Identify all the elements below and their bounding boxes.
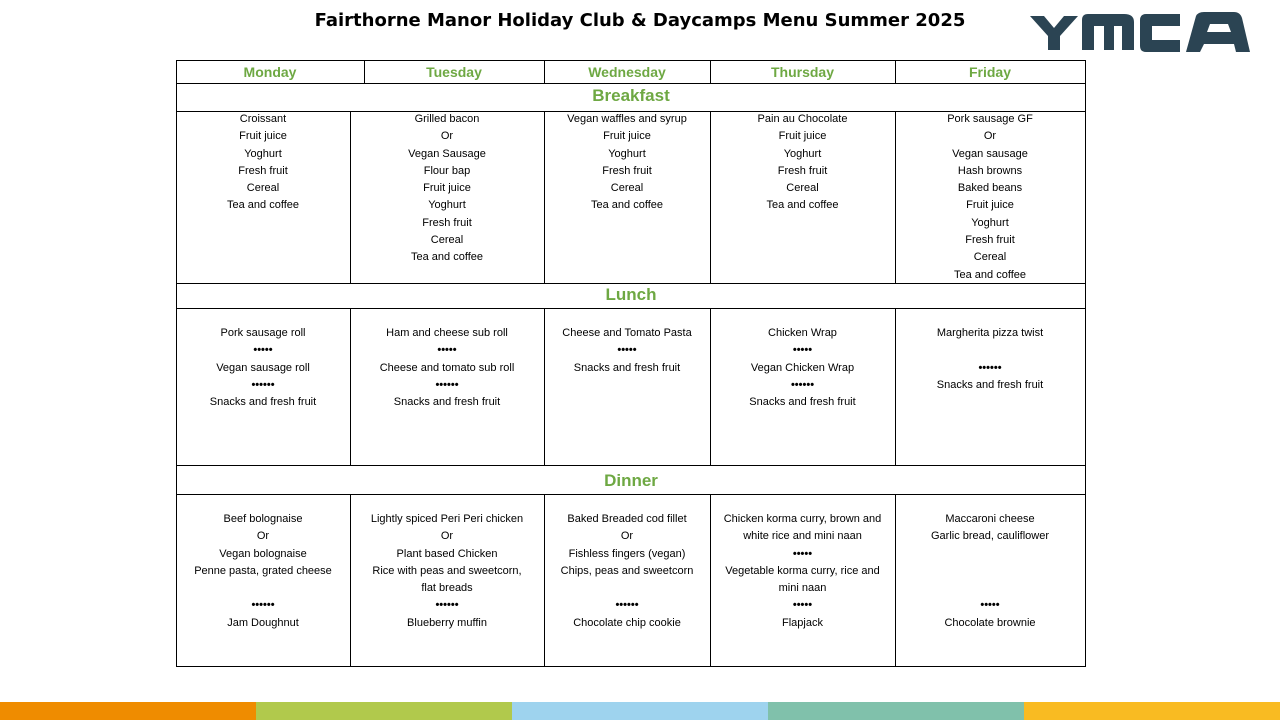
day-header-monday: Monday bbox=[243, 64, 297, 80]
menu-item: Hash browns bbox=[957, 164, 1023, 177]
menu-item: Vegan bolognaise bbox=[219, 547, 307, 560]
dinner-cell-monday bbox=[176, 511, 350, 632]
menu-item: Fishless fingers (vegan) bbox=[568, 547, 686, 560]
menu-item: Flour bap bbox=[423, 164, 471, 177]
separator-dots: ••••• bbox=[792, 547, 813, 560]
footer-stripe bbox=[256, 702, 512, 720]
menu-item: Vegan waffles and syrup bbox=[567, 113, 687, 125]
menu-item bbox=[895, 546, 1085, 563]
menu-item: Tea and coffee bbox=[954, 268, 1026, 281]
separator-dots: •••••• bbox=[435, 599, 459, 612]
breakfast-cell-tuesday bbox=[350, 111, 544, 267]
menu-item: Tea and coffee bbox=[411, 251, 483, 264]
day-header-thursday: Thursday bbox=[770, 64, 834, 80]
menu-item: Pork sausage GF bbox=[947, 113, 1033, 125]
menu-item: Plant based Chicken bbox=[396, 547, 498, 560]
menu-item: Yoghurt bbox=[783, 147, 822, 160]
menu-item: Or bbox=[440, 130, 454, 143]
menu-item: Chocolate brownie bbox=[944, 616, 1036, 629]
table-divider bbox=[176, 83, 1086, 84]
menu-item: Cereal bbox=[786, 182, 819, 195]
menu-item: Lightly spiced Peri Peri chicken bbox=[370, 513, 524, 525]
separator-dots: •••••• bbox=[251, 378, 275, 391]
breakfast-cell-friday bbox=[895, 111, 1085, 284]
footer-stripe bbox=[0, 702, 256, 720]
menu-item: Cereal bbox=[973, 251, 1007, 264]
day-header-friday: Friday bbox=[968, 64, 1011, 80]
section-header-lunch: Lunch bbox=[605, 285, 657, 304]
menu-item: Cheese and tomato sub roll bbox=[379, 361, 515, 374]
menu-table bbox=[176, 60, 1086, 667]
footer-stripe bbox=[512, 702, 768, 720]
menu-item: Pork sausage roll bbox=[220, 327, 306, 339]
menu-item: Fresh fruit bbox=[422, 216, 472, 229]
menu-item: Or bbox=[983, 130, 997, 143]
ymca-logo-graphic bbox=[1030, 12, 1250, 54]
breakfast-cell-thursday bbox=[710, 111, 895, 215]
menu-item: Chocolate chip cookie bbox=[573, 616, 681, 629]
menu-item: Chicken Wrap bbox=[768, 327, 837, 339]
menu-item: Vegan Sausage bbox=[408, 147, 486, 160]
table-border bbox=[176, 666, 1086, 667]
day-header-wednesday: Wednesday bbox=[588, 64, 666, 80]
menu-item: Or bbox=[440, 530, 454, 543]
menu-item: white rice and mini naan bbox=[743, 530, 862, 543]
separator-dots: •••••• bbox=[790, 378, 815, 391]
lunch-cell-tuesday bbox=[350, 325, 544, 411]
menu-item bbox=[544, 580, 710, 597]
lunch-cell-wednesday bbox=[544, 325, 710, 377]
separator-dots: ••••• bbox=[980, 599, 1000, 612]
menu-item: Snacks and fresh fruit bbox=[749, 396, 856, 409]
menu-item bbox=[895, 563, 1085, 580]
menu-item: Tea and coffee bbox=[591, 199, 663, 212]
menu-item: Or bbox=[620, 530, 634, 543]
menu-item: Vegan Chicken Wrap bbox=[750, 361, 855, 374]
separator-dots: ••••• bbox=[253, 344, 273, 357]
lunch-cell-thursday bbox=[710, 325, 895, 411]
dinner-cell-thursday bbox=[710, 511, 895, 632]
menu-item: Snacks and fresh fruit bbox=[936, 378, 1044, 391]
breakfast-cell-monday bbox=[176, 111, 350, 215]
separator-dots: ••••• bbox=[437, 344, 457, 357]
menu-item: Margherita pizza twist bbox=[936, 327, 1044, 339]
menu-item: Chips, peas and sweetcorn bbox=[560, 564, 694, 577]
menu-item: Fruit juice bbox=[778, 130, 827, 143]
menu-item: Jam Doughnut bbox=[227, 616, 299, 629]
menu-item: Tea and coffee bbox=[227, 199, 299, 212]
menu-item: Vegan sausage roll bbox=[216, 361, 310, 374]
table-divider bbox=[176, 308, 1086, 309]
footer-stripe bbox=[768, 702, 1024, 720]
menu-item bbox=[176, 580, 350, 597]
separator-dots: ••••• bbox=[792, 599, 813, 612]
day-header-tuesday: Tuesday bbox=[426, 64, 482, 80]
menu-item: Pain au Chocolate bbox=[757, 113, 848, 125]
menu-item: Cereal bbox=[430, 234, 464, 247]
dinner-cell-tuesday bbox=[350, 511, 544, 632]
menu-item: Fresh fruit bbox=[238, 164, 288, 177]
menu-item: Baked beans bbox=[957, 182, 1023, 195]
menu-item: Penne pasta, grated cheese bbox=[194, 564, 332, 577]
breakfast-cell-wednesday bbox=[544, 111, 710, 215]
table-border bbox=[1085, 60, 1086, 667]
separator-dots: •••••• bbox=[615, 599, 639, 612]
menu-item: Baked Breaded cod fillet bbox=[567, 513, 687, 525]
lunch-cell-friday bbox=[895, 325, 1085, 394]
menu-item: Chicken korma curry, brown and bbox=[723, 513, 882, 525]
table-divider bbox=[176, 465, 1086, 466]
menu-item: Beef bolognaise bbox=[223, 513, 303, 525]
menu-item: Vegetable korma curry, rice and bbox=[725, 564, 880, 577]
menu-item: Yoghurt bbox=[428, 199, 466, 212]
menu-item: flat breads bbox=[421, 582, 473, 595]
menu-item: Rice with peas and sweetcorn, bbox=[372, 564, 522, 577]
menu-item: Yoghurt bbox=[971, 216, 1009, 229]
separator-dots: ••••• bbox=[792, 344, 813, 357]
menu-item: Snacks and fresh fruit bbox=[393, 396, 501, 409]
table-divider bbox=[176, 494, 1086, 495]
dinner-cell-friday bbox=[895, 511, 1085, 632]
menu-item: Ham and cheese sub roll bbox=[386, 327, 508, 339]
menu-item: Cheese and Tomato Pasta bbox=[562, 327, 692, 339]
menu-item: Fresh fruit bbox=[602, 164, 652, 177]
menu-item: Cereal bbox=[610, 182, 644, 195]
menu-item bbox=[895, 342, 1085, 359]
menu-item: Maccaroni cheese bbox=[945, 513, 1035, 525]
ymca-logo bbox=[1030, 12, 1250, 59]
menu-item: Or bbox=[256, 530, 270, 543]
menu-item: Snacks and fresh fruit bbox=[573, 361, 681, 374]
page-title: Fairthorne Manor Holiday Club & Daycamps Menu Summer 2025 bbox=[314, 10, 966, 31]
separator-dots: •••••• bbox=[251, 599, 275, 612]
menu-item: Fresh fruit bbox=[777, 164, 828, 177]
section-header-dinner: Dinner bbox=[604, 471, 658, 490]
menu-item: mini naan bbox=[778, 582, 827, 595]
menu-item: Flapjack bbox=[782, 616, 823, 629]
section-header-breakfast: Breakfast bbox=[592, 86, 670, 105]
menu-item: Fruit juice bbox=[966, 199, 1014, 212]
separator-dots: •••••• bbox=[435, 378, 459, 391]
menu-item: Tea and coffee bbox=[766, 199, 839, 212]
menu-item: Fruit juice bbox=[603, 130, 651, 143]
menu-item: Snacks and fresh fruit bbox=[209, 396, 317, 409]
menu-item: Cereal bbox=[246, 182, 280, 195]
menu-item: Fruit juice bbox=[239, 130, 287, 143]
separator-dots: ••••• bbox=[617, 344, 637, 357]
menu-item: Yoghurt bbox=[244, 147, 282, 160]
menu-item: Vegan sausage bbox=[952, 147, 1028, 160]
separator-dots: •••••• bbox=[978, 361, 1002, 374]
dinner-cell-wednesday bbox=[544, 511, 710, 632]
lunch-cell-monday bbox=[176, 325, 350, 411]
menu-item: Blueberry muffin bbox=[407, 616, 487, 629]
menu-item: Fruit juice bbox=[423, 182, 471, 195]
menu-item bbox=[895, 580, 1085, 597]
menu-item: Fresh fruit bbox=[965, 234, 1015, 247]
menu-item: Grilled bacon bbox=[414, 113, 480, 125]
menu-item: Croissant bbox=[239, 113, 287, 125]
footer-color-bar bbox=[0, 702, 1280, 720]
menu-item: Garlic bread, cauliflower bbox=[931, 530, 1049, 543]
menu-item: Yoghurt bbox=[608, 147, 646, 160]
footer-stripe bbox=[1024, 702, 1280, 720]
